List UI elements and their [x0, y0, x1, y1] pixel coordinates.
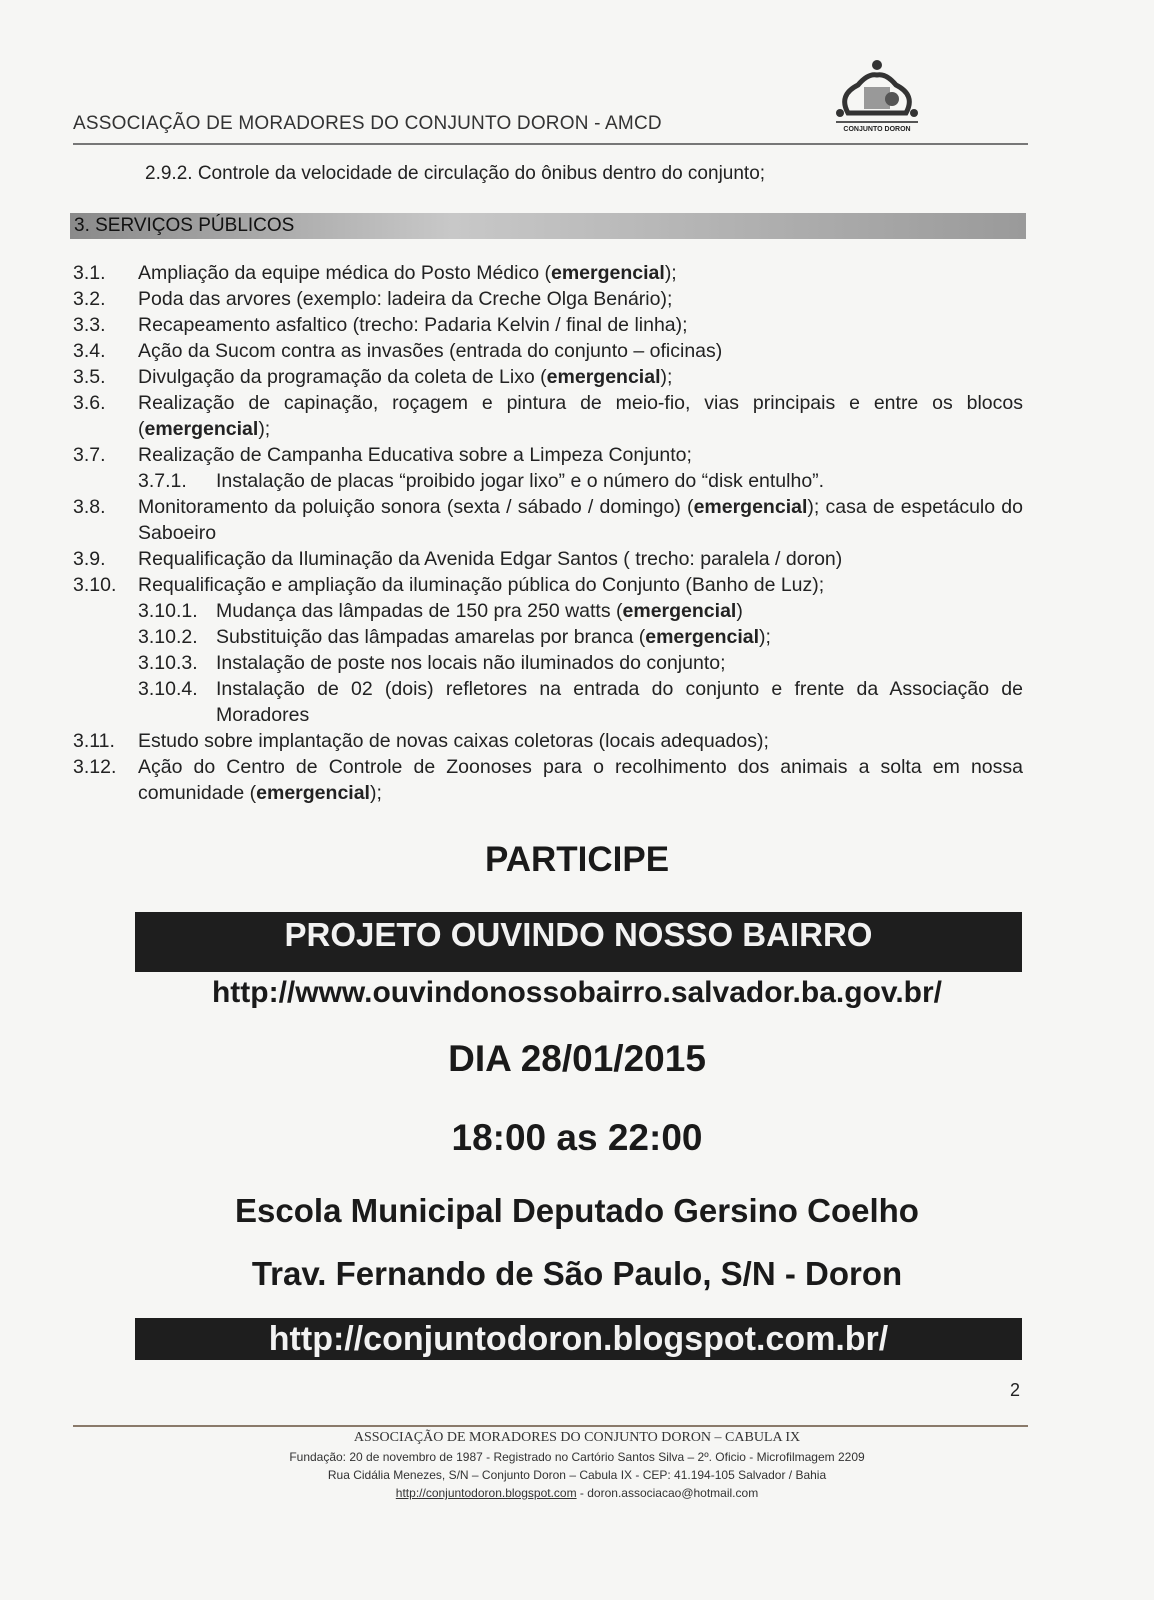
list-item [73, 364, 1023, 390]
services-list [73, 260, 1023, 806]
item-text-main: Mudança das lâmpadas de 150 pra 250 watts ( [216, 600, 623, 622]
list-item [73, 338, 1023, 364]
item-text-main: Instalação de poste nos locais não iluminados do conjunto; [216, 652, 726, 674]
list-item [73, 494, 1023, 546]
list-item [73, 572, 1023, 598]
item-number: 3.7. [73, 444, 106, 466]
item-text [216, 676, 1023, 728]
item-text [216, 468, 1023, 494]
list-item [73, 754, 1023, 806]
item-number: 3.1. [73, 262, 106, 284]
svg-text:CONJUNTO DORON: CONJUNTO DORON [843, 126, 911, 133]
item-text-main: Substituição das lâmpadas amarelas por branca ( [216, 626, 646, 648]
footer-divider [73, 1425, 1028, 1427]
footer-email: - doron.associacao@hotmail.com [576, 1486, 759, 1500]
footer-link[interactable]: http://conjuntodoron.blogspot.com [395, 1486, 577, 1500]
item-text [138, 754, 1023, 806]
project-banner: PROJETO OUVINDO NOSSO BAIRRO [135, 912, 1022, 972]
item-text [138, 286, 1023, 312]
item-text-main: Recapeamento asfaltico (trecho: Padaria Kelvin / final de linha); [138, 314, 688, 336]
item-number: 3.5. [73, 366, 106, 388]
header-title: ASSOCIAÇÃO DE MORADORES DO CONJUNTO DORON - AMCD [73, 113, 662, 134]
page-number: 2 [1010, 1380, 1021, 1400]
item-text [138, 364, 1023, 390]
list-item [73, 390, 1023, 442]
item-text [138, 728, 1023, 754]
item-text-main: Estudo sobre implantação de novas caixas coletoras (locais adequados); [138, 730, 769, 752]
item-text-main: Requalificação e ampliação da iluminação pública do Conjunto (Banho de Luz); [138, 574, 825, 596]
item-text [138, 260, 1023, 286]
item-text-main: Ampliação da equipe médica do Posto Médico ( [138, 262, 551, 284]
item-text-end: ) [736, 600, 743, 622]
item-number: 3.4. [73, 340, 106, 362]
item-text-end: ); [258, 418, 271, 440]
list-item [73, 624, 1023, 650]
footer-org: ASSOCIAÇÃO DE MORADORES DO CONJUNTO DORON – CABULA IX [353, 1430, 801, 1445]
item-number: 3.7.1. [138, 470, 187, 492]
item-text-main: Monitoramento da poluição sonora (sexta / sábado / domingo) ( [138, 496, 694, 518]
item-number: 3.11. [73, 730, 115, 752]
item-number: 3.6. [73, 392, 106, 414]
item-number: 3.10. [73, 574, 117, 596]
participe-heading: PARTICIPE [484, 840, 670, 879]
event-address: Trav. Fernando de São Paulo, S/N - Doron [251, 1255, 903, 1292]
item-text [138, 312, 1023, 338]
item-priority: emergencial [546, 366, 661, 388]
list-item [73, 728, 1023, 754]
item-text [138, 442, 1023, 468]
event-date: DIA 28/01/2015 [448, 1038, 706, 1079]
item-priority: emergencial [256, 782, 370, 804]
item-number: 3.10.4. [138, 678, 198, 700]
list-item [73, 546, 1023, 572]
item-priority: emergencial [551, 262, 665, 284]
list-item [73, 598, 1023, 624]
item-number: 3.9. [73, 548, 106, 570]
item-text-main: Instalação de 02 (dois) refletores na entrada do conjunto e frente da Associação de Moradores [216, 678, 1023, 726]
list-item [73, 442, 1023, 468]
footer-line2: Rua Cidália Menezes, S/N – Conjunto Doron – Cabula IX - CEP: 41.194-105 Salvador / Bahia [327, 1468, 827, 1482]
item-text-end: ); [369, 782, 382, 804]
item-text-main: Ação do Centro de Controle de Zoonoses para o recolhimento dos animais a solta em nossa comunidade ( [138, 756, 1023, 804]
item-priority: emergencial [645, 626, 760, 648]
item-priority: emergencial [144, 418, 259, 440]
item-priority: emergencial [622, 600, 737, 622]
event-time: 18:00 as 22:00 [451, 1117, 703, 1158]
prev-item [145, 163, 765, 185]
item-text [138, 546, 1023, 572]
item-number: 3.12. [73, 756, 117, 778]
list-item [73, 312, 1023, 338]
item-text-end: ); [664, 262, 677, 284]
item-text-main: Instalação de placas “proibido jogar lixo” e o número do “disk entulho”. [216, 470, 825, 492]
item-text [138, 494, 1023, 546]
item-text-end: ); casa de espetáculo do Saboeiro [138, 496, 1023, 544]
item-text-main: Realização de capinação, roçagem e pintura de meio-fio, vias principais e entre os blocos ( [138, 392, 1023, 440]
item-text [138, 572, 1023, 598]
item-number: 3.3. [73, 314, 106, 336]
event-venue: Escola Municipal Deputado Gersino Coelho [235, 1192, 919, 1229]
item-text [216, 598, 1023, 624]
item-text [138, 338, 1023, 364]
list-item [73, 676, 1023, 728]
item-text: Controle da velocidade de circulação do ônibus dentro do conjunto; [197, 163, 766, 184]
footer-line1: Fundação: 20 de novembro de 1987 - Registrado no Cartório Santos Silva – 2º. Oficio - Microfilmagem 2209 [289, 1450, 865, 1464]
item-text-main: Ação da Sucom contra as invasões (entrada do conjunto – oficinas) [138, 340, 723, 362]
list-item [73, 286, 1023, 312]
item-number: 3.10.1. [138, 600, 198, 622]
item-text [216, 624, 1023, 650]
list-item [73, 260, 1023, 286]
item-text-main: Requalificação da Iluminação da Avenida Edgar Santos ( trecho: paralela / doron) [138, 548, 843, 570]
item-number: 3.2. [73, 288, 106, 310]
list-item [73, 650, 1023, 676]
project-url[interactable]: http://www.ouvindonossobairro.salvador.ba.gov.br/ [211, 976, 943, 1009]
section-heading: 3. SERVIÇOS PÚBLICOS [70, 213, 1026, 239]
footer-contact [0, 1486, 1154, 1500]
item-text-main: Divulgação da programação da coleta de Lixo ( [138, 366, 547, 388]
item-text-main: Poda das arvores (exemplo: ladeira da Creche Olga Benário); [138, 288, 673, 310]
item-text-end: ); [660, 366, 673, 388]
item-number: 3.8. [73, 496, 106, 518]
item-text-end: ); [759, 626, 771, 648]
list-item [73, 468, 1023, 494]
item-text-main: Realização de Campanha Educativa sobre a Limpeza Conjunto; [138, 444, 692, 466]
item-text [138, 390, 1023, 442]
header-divider [73, 143, 1028, 145]
blog-banner[interactable]: http://conjuntodoron.blogspot.com.br/ [135, 1318, 1022, 1360]
item-number: 3.10.3. [138, 652, 198, 674]
item-text [216, 650, 1023, 676]
item-number: 2.9.2. [145, 163, 193, 184]
association-logo [828, 55, 926, 135]
item-priority: emergencial [693, 496, 808, 518]
item-number: 3.10.2. [138, 626, 198, 648]
